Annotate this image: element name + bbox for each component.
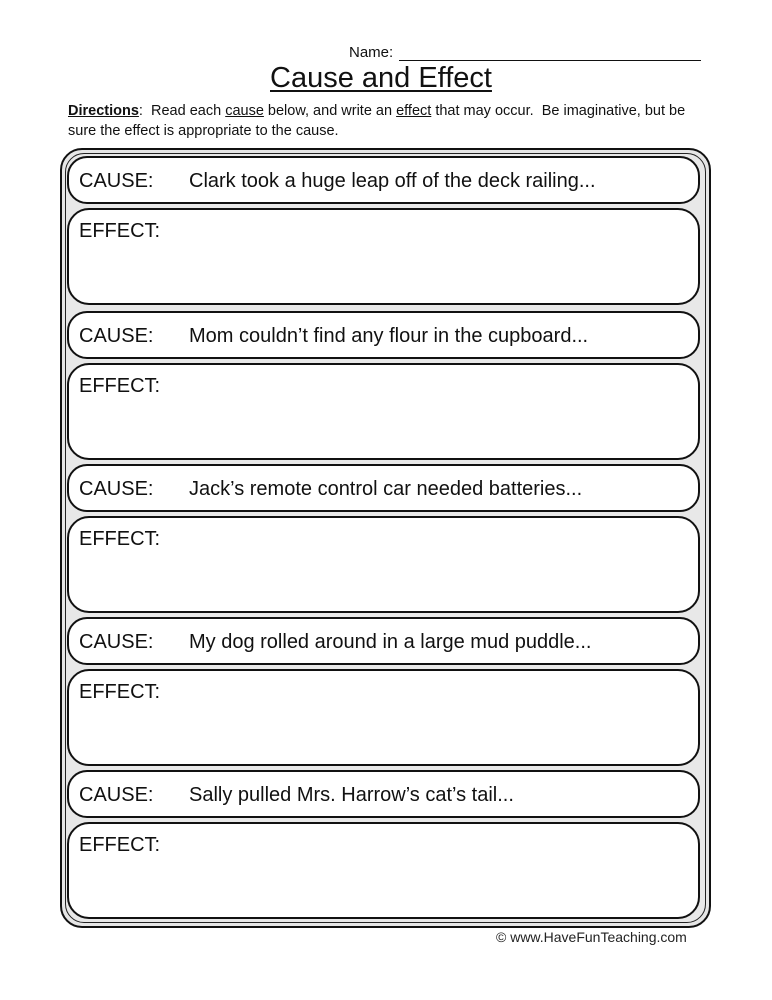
cause-box-2 bbox=[67, 311, 700, 359]
directions-effect-word: effect bbox=[396, 103, 432, 119]
effect-label: EFFECT: bbox=[79, 834, 161, 856]
directions-text-3: that may occur. Be imaginative, but be sure the effect is appropriate to the cause. bbox=[68, 103, 690, 139]
worksheet-title: Cause and Effect bbox=[270, 62, 492, 94]
cause-box-5 bbox=[67, 770, 700, 818]
cause-text: Mom couldn’t find any flour in the cupboard... bbox=[189, 325, 589, 347]
directions-text-2: below, and write an bbox=[263, 103, 397, 119]
cause-text: Clark took a huge leap off of the deck railing... bbox=[189, 170, 596, 192]
effect-label: EFFECT: bbox=[79, 681, 161, 703]
directions-colon: : bbox=[138, 103, 143, 119]
cause-text: Sally pulled Mrs. Harrow’s cat’s tail... bbox=[189, 784, 514, 806]
cause-label: CAUSE: bbox=[79, 325, 154, 347]
name-write-line[interactable] bbox=[399, 45, 701, 61]
name-field-row bbox=[349, 44, 701, 61]
effect-label: EFFECT: bbox=[79, 375, 161, 397]
cause-label: CAUSE: bbox=[79, 784, 154, 806]
effect-label: EFFECT: bbox=[79, 220, 161, 242]
cause-text: My dog rolled around in a large mud puddle... bbox=[189, 631, 592, 653]
cause-label: CAUSE: bbox=[79, 478, 154, 500]
directions-text-1: Read each bbox=[142, 103, 226, 119]
effect-box-3[interactable] bbox=[67, 516, 700, 613]
directions bbox=[68, 101, 708, 141]
effect-box-1[interactable] bbox=[67, 208, 700, 305]
cause-label: CAUSE: bbox=[79, 631, 154, 653]
cause-label: CAUSE: bbox=[79, 170, 154, 192]
effect-box-2[interactable] bbox=[67, 363, 700, 460]
cause-text: Jack’s remote control car needed batteries... bbox=[189, 478, 583, 500]
effect-box-4[interactable] bbox=[67, 669, 700, 766]
directions-label: Directions bbox=[68, 103, 139, 119]
cause-box-4 bbox=[67, 617, 700, 665]
copyright-footer: © www.HaveFunTeaching.com bbox=[496, 929, 687, 945]
effect-box-5[interactable] bbox=[67, 822, 700, 919]
effect-label: EFFECT: bbox=[79, 528, 161, 550]
name-label: Name: bbox=[349, 44, 394, 61]
directions-cause-word: cause bbox=[225, 103, 264, 119]
cause-box-1 bbox=[67, 156, 700, 204]
cause-box-3 bbox=[67, 464, 700, 512]
